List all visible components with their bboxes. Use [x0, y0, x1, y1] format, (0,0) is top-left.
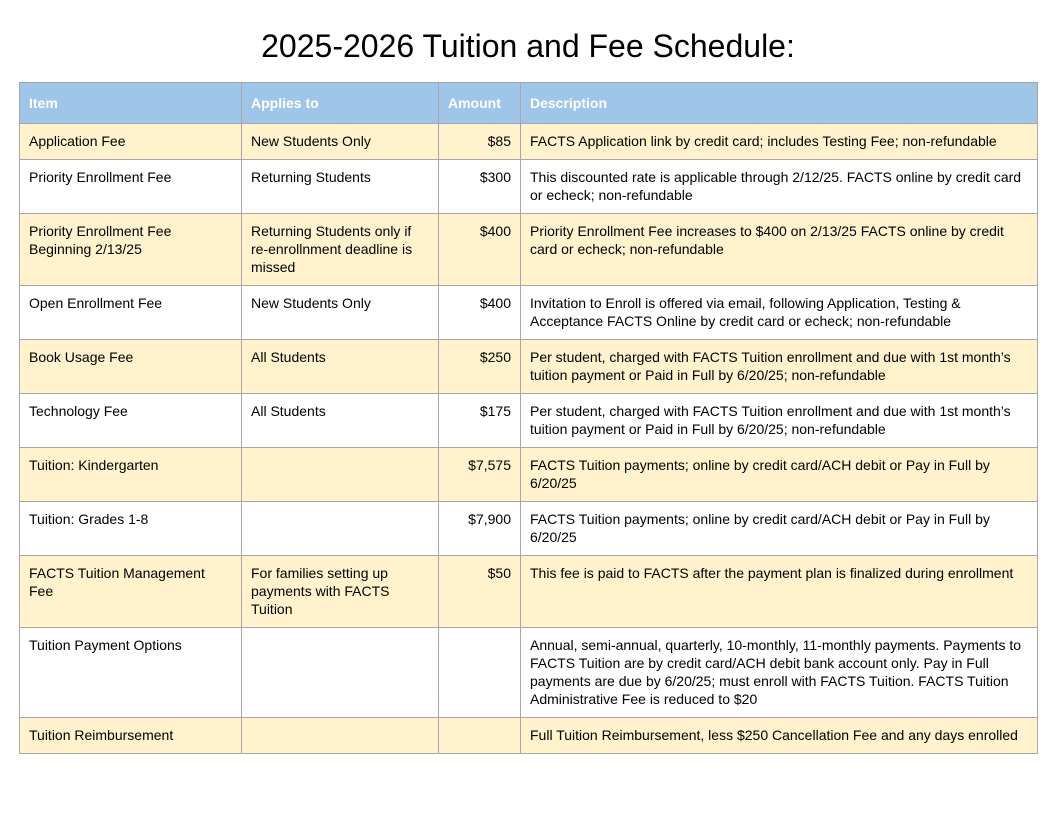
cell-item: Tuition: Kindergarten	[20, 448, 242, 502]
table-row	[20, 160, 1038, 214]
cell-amount: $300	[439, 160, 521, 214]
cell-amount: $250	[439, 340, 521, 394]
table-header-row	[20, 83, 1038, 124]
cell-description: Per student, charged with FACTS Tuition enrollment and due with 1st month’s tuition payment or Paid in Full by 6/20/25; non-refundable	[521, 394, 1038, 448]
cell-applies-to: New Students Only	[242, 124, 439, 160]
cell-description: Full Tuition Reimbursement, less $250 Cancellation Fee and any days enrolled	[521, 718, 1038, 754]
cell-description: This fee is paid to FACTS after the payment plan is finalized during enrollment	[521, 556, 1038, 628]
cell-amount: $175	[439, 394, 521, 448]
cell-amount: $400	[439, 286, 521, 340]
cell-amount: $7,900	[439, 502, 521, 556]
cell-item: Book Usage Fee	[20, 340, 242, 394]
header-item: Item	[20, 83, 242, 124]
cell-description: This discounted rate is applicable through 2/12/25. FACTS online by credit card or echeck; non-refundable	[521, 160, 1038, 214]
cell-description: Priority Enrollment Fee increases to $400 on 2/13/25 FACTS online by credit card or echeck; non-refundable	[521, 214, 1038, 286]
cell-item: Open Enrollment Fee	[20, 286, 242, 340]
table-row	[20, 718, 1038, 754]
table-row	[20, 628, 1038, 718]
cell-applies-to: For families setting up payments with FACTS Tuition	[242, 556, 439, 628]
cell-item: Application Fee	[20, 124, 242, 160]
header-applies-to: Applies to	[242, 83, 439, 124]
cell-description: Per student, charged with FACTS Tuition enrollment and due with 1st month’s tuition payment or Paid in Full by 6/20/25; non-refundable	[521, 340, 1038, 394]
cell-item: Priority Enrollment Fee Beginning 2/13/25	[20, 214, 242, 286]
cell-description: FACTS Tuition payments; online by credit card/ACH debit or Pay in Full by 6/20/25	[521, 502, 1038, 556]
cell-item: Priority Enrollment Fee	[20, 160, 242, 214]
table-row	[20, 448, 1038, 502]
cell-amount: $85	[439, 124, 521, 160]
cell-item: Tuition Reimbursement	[20, 718, 242, 754]
cell-description: Invitation to Enroll is offered via email, following Application, Testing & Acceptance FACTS Online by credit card or echeck; non-refundable	[521, 286, 1038, 340]
table-row	[20, 556, 1038, 628]
cell-description: FACTS Tuition payments; online by credit card/ACH debit or Pay in Full by 6/20/25	[521, 448, 1038, 502]
table-row	[20, 124, 1038, 160]
table-row	[20, 394, 1038, 448]
table-row	[20, 502, 1038, 556]
cell-item: FACTS Tuition Management Fee	[20, 556, 242, 628]
cell-description: FACTS Application link by credit card; includes Testing Fee; non-refundable	[521, 124, 1038, 160]
table-row	[20, 340, 1038, 394]
cell-amount: $50	[439, 556, 521, 628]
cell-applies-to: All Students	[242, 340, 439, 394]
cell-applies-to: Returning Students only if re-enrollnment deadline is missed	[242, 214, 439, 286]
cell-applies-to	[242, 628, 439, 718]
cell-amount: $7,575	[439, 448, 521, 502]
cell-item: Tuition Payment Options	[20, 628, 242, 718]
cell-applies-to	[242, 718, 439, 754]
cell-item: Technology Fee	[20, 394, 242, 448]
cell-description: Annual, semi-annual, quarterly, 10-monthly, 11-monthly payments. Payments to FACTS Tuition are by credit card/ACH debit bank account only. Pay in Full payments are due by 6/20/25; must enroll with FACTS Tuition. FACTS Tuition Administrative Fee is reduced to $20	[521, 628, 1038, 718]
page-title: 2025-2026 Tuition and Fee Schedule:	[261, 28, 795, 64]
cell-applies-to: Returning Students	[242, 160, 439, 214]
cell-applies-to	[242, 448, 439, 502]
header-description: Description	[521, 83, 1038, 124]
table-row	[20, 214, 1038, 286]
cell-applies-to: All Students	[242, 394, 439, 448]
fee-schedule-table	[19, 82, 1038, 754]
table-row	[20, 286, 1038, 340]
cell-amount	[439, 718, 521, 754]
cell-applies-to: New Students Only	[242, 286, 439, 340]
cell-amount	[439, 628, 521, 718]
header-amount: Amount	[439, 83, 521, 124]
cell-amount: $400	[439, 214, 521, 286]
cell-applies-to	[242, 502, 439, 556]
cell-item: Tuition: Grades 1-8	[20, 502, 242, 556]
